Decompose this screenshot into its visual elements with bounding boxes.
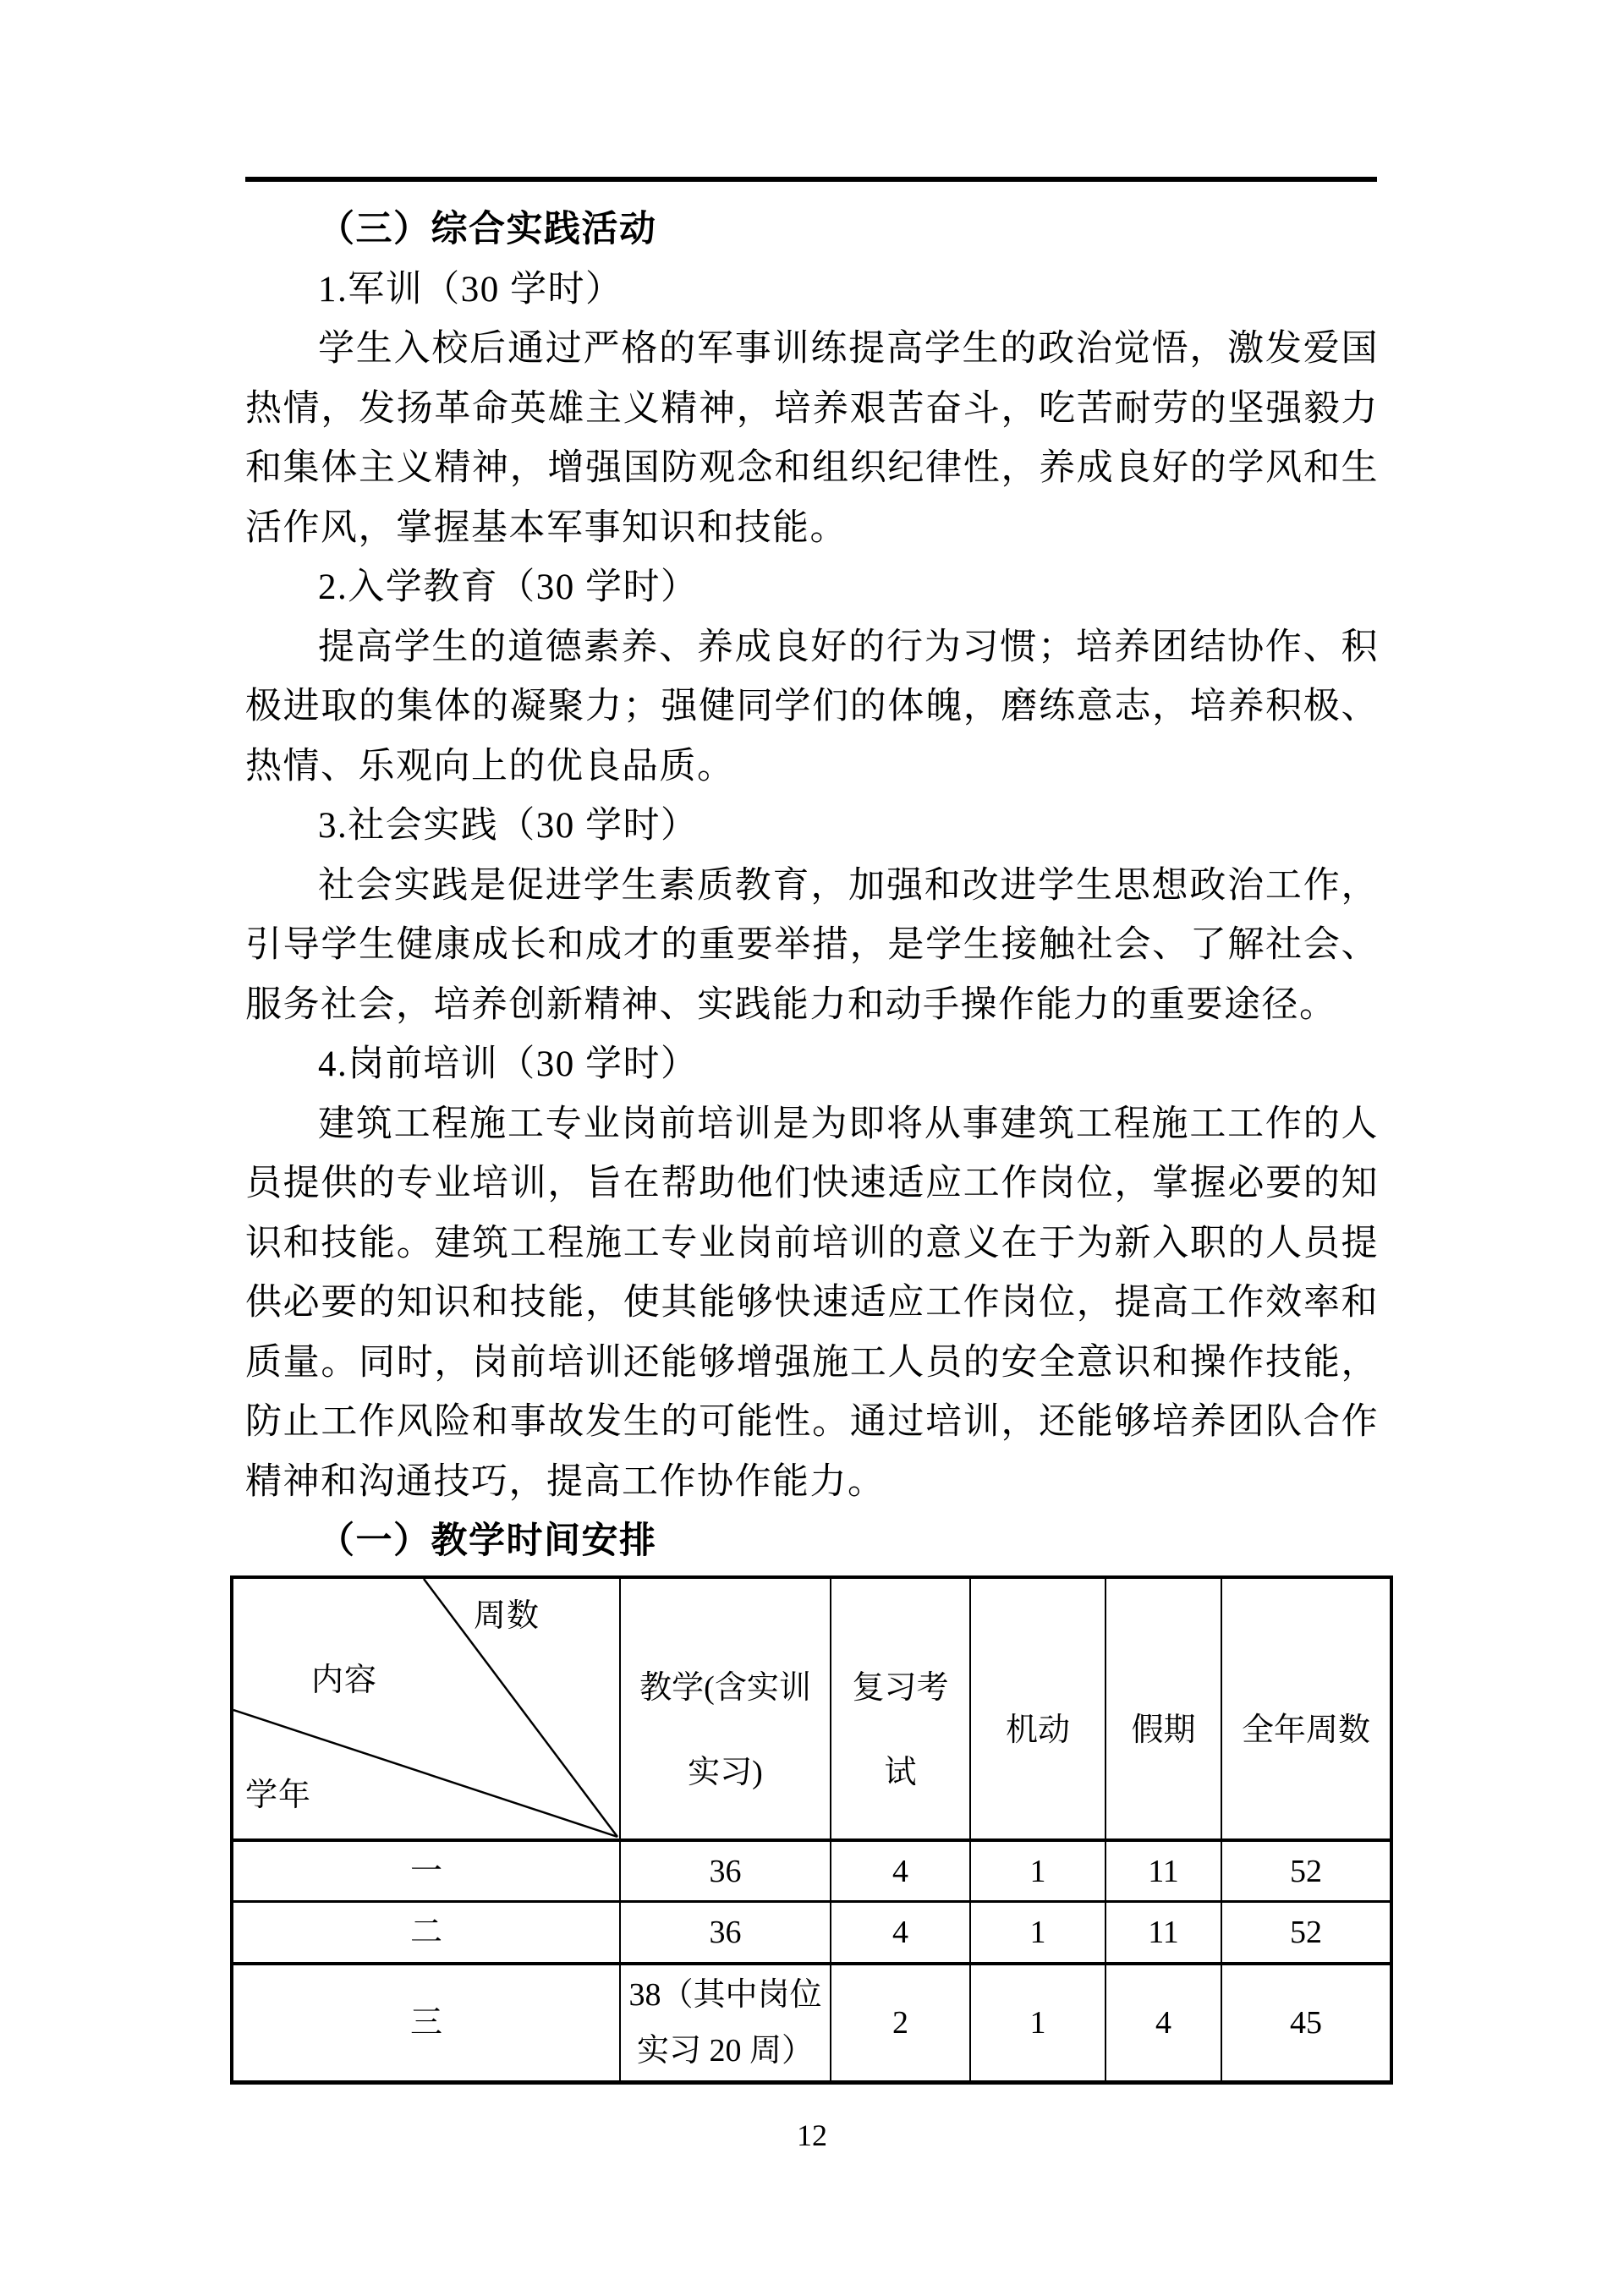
page-number: 12 xyxy=(797,2118,827,2152)
table-cell: 52 xyxy=(1222,1903,1390,1965)
paragraph: 学生入校后通过严格的军事训练提高学生的政治觉悟，激发爱国热情，发扬革命英雄主义精神，培养艰苦奋斗，吃苦耐劳的坚强毅力和集体主义精神，增强国防观念和组织纪律性，养成良好的学风和生活作风，掌握基本军事知识和技能。 xyxy=(245,329,1379,548)
paragraph: 提高学生的道德素养、养成良好的行为习惯；培养团结协作、积极进取的集体的凝聚力；强健同学们的体魄，磨练意志，培养积极、热情、乐观向上的优良品质。 xyxy=(245,627,1379,786)
table-cell: 36 xyxy=(621,1903,831,1965)
table-cell: 11 xyxy=(1106,1842,1222,1903)
table-cell: 4 xyxy=(831,1842,971,1903)
table-cell: 4 xyxy=(831,1903,971,1965)
table-cell: 11 xyxy=(1106,1903,1222,1965)
item-title: 1.军训（30 学时） xyxy=(318,269,623,310)
table-cell: 36 xyxy=(621,1842,831,1903)
table-cell: 1 xyxy=(971,1842,1106,1903)
item-title: 2.入学教育（30 学时） xyxy=(318,567,699,607)
table-cell: 4 xyxy=(1106,1965,1222,2080)
row-label: 三 xyxy=(233,1965,621,2080)
paragraph: 建筑工程施工专业岗前培训是为即将从事建筑工程施工工作的人员提供的专业培训，旨在帮助他们快速适应工作岗位，掌握必要的知识和技能。建筑工程施工专业岗前培训的意义在于为新入职的人员提供必要的知识和技能，使其能够快速适应工作岗位，提高工作效率和质量。同时，岗前培训还能够增强施工人员的安全意识和操作技能，防止工作风险和事故发生的可能性。通过培训，还能够培养团队合作精神和沟通技巧，提高工作协作能力。 xyxy=(245,1104,1379,1502)
page-header-rule xyxy=(245,177,1377,182)
table-cell: 52 xyxy=(1222,1842,1390,1903)
item-title: 4.岗前培训（30 学时） xyxy=(318,1044,699,1084)
table-cell: 2 xyxy=(831,1965,971,2080)
table-corner-cell xyxy=(233,1579,621,1842)
column-header: 假期 xyxy=(1106,1579,1222,1842)
column-header: 教学(含实训实习) xyxy=(621,1579,831,1842)
row-label: 一 xyxy=(233,1842,621,1903)
table-cell: 38（其中岗位实习 20 周） xyxy=(621,1965,831,2080)
section-heading: （三）综合实践活动 xyxy=(318,210,657,249)
teaching-time-table xyxy=(230,1575,1393,2085)
row-label: 二 xyxy=(233,1903,621,1965)
column-header: 复习考试 xyxy=(831,1579,971,1842)
document-body xyxy=(245,200,1379,1572)
column-header: 全年周数 xyxy=(1222,1579,1390,1842)
table-cell: 1 xyxy=(971,1903,1106,1965)
item-title: 3.社会实践（30 学时） xyxy=(318,806,699,846)
paragraph: 社会实践是促进学生素质教育，加强和改进学生思想政治工作，引导学生健康成长和成才的重要举措，是学生接触社会、了解社会、服务社会，培养创新精神、实践能力和动手操作能力的重要途径。 xyxy=(245,865,1379,1025)
corner-label-year: 学年 xyxy=(245,1778,312,1813)
corner-label-weeks: 周数 xyxy=(474,1598,540,1634)
column-header: 机动 xyxy=(971,1579,1106,1842)
corner-label-content: 内容 xyxy=(311,1663,378,1698)
table-heading: （一）教学时间安排 xyxy=(318,1521,657,1561)
table-cell: 45 xyxy=(1290,2005,1322,2041)
table-cell: 1 xyxy=(971,1965,1106,2080)
